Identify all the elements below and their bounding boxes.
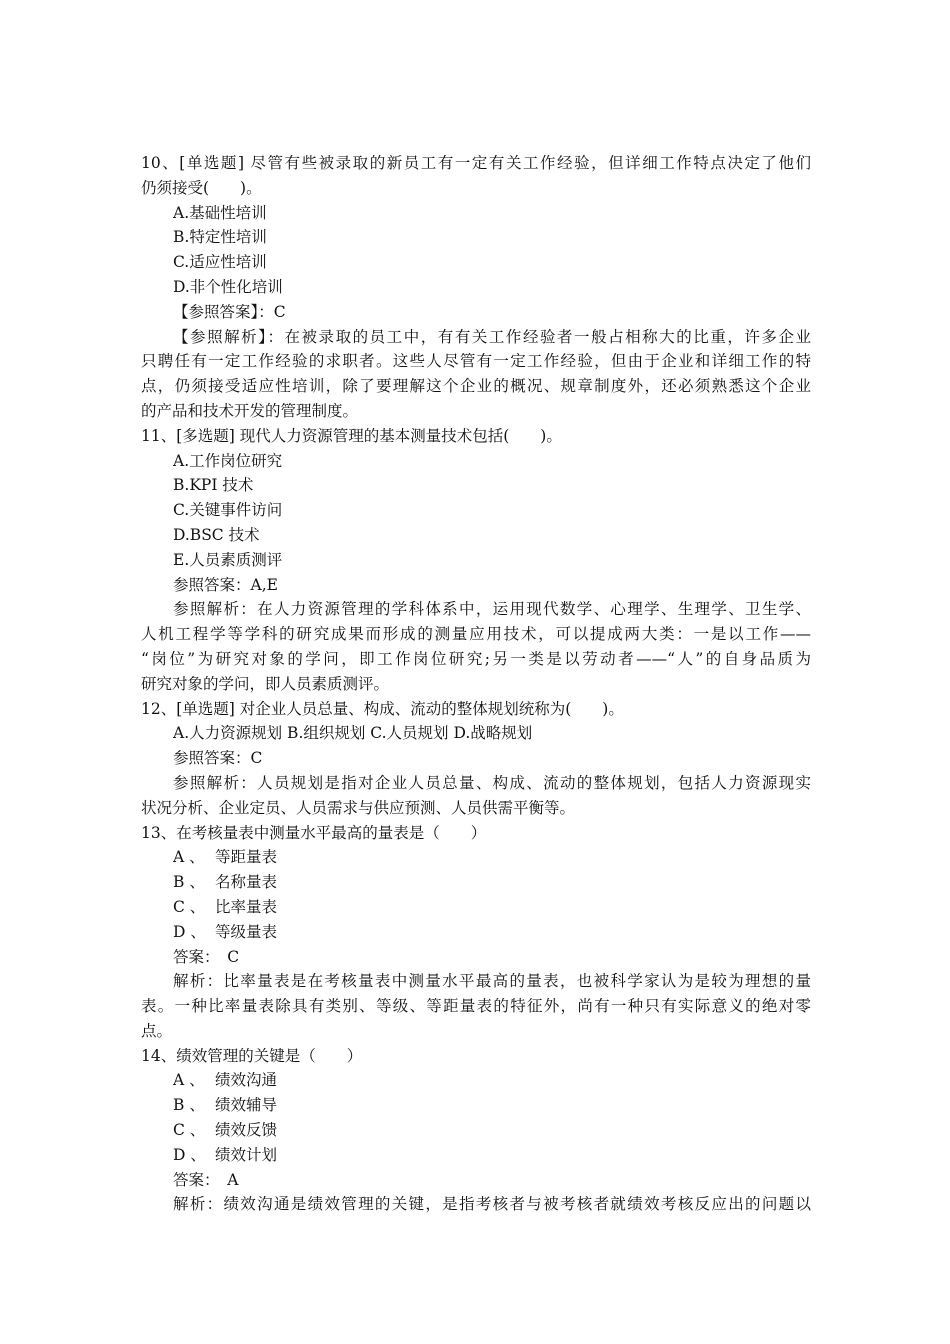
question-10-answer: 【参照答案】：C [173,302,286,321]
question-14-option-c [141,1118,811,1143]
question-10-option-a: A.基础性培训 [173,203,267,222]
question-11-analysis-line-2: 人机工程学等学科的研究成果而形成的测量应用技术，可以提成两大类：一是以工作—— [141,625,811,644]
question-13-analysis-line-1: 解析：比率量表是在考核量表中测量水平最高的量表，也被科学家认为是较为理想的量 [173,972,811,991]
question-14-option-a [141,1068,811,1093]
option-text: 比率量表 [215,897,278,916]
question-10-option-b: B.特定性培训 [173,228,267,247]
question-13-answer: 答案： C [173,947,240,966]
question-13-analysis-line-3: 点。 [141,1021,173,1040]
question-10-analysis-line-4: 的产品和技术开发的管理制度。 [141,401,359,420]
question-12-options: A.人力资源规划 B.组织规划 C.人员规划 D.战略规划 [173,724,533,743]
option-letter: B 、 [173,1096,205,1115]
question-11-option-e: E.人员素质测评 [173,550,283,569]
question-11-stem-line-1: 11、[多选题] 现代人力资源管理的基本测量技术包括( )。 [141,426,562,445]
question-10-stem-line-1: 10、[单选题] 尽管有些被录取的新员工有一定有关工作经验，但详细工作特点决定了他们 [141,154,811,172]
option-text: 等距量表 [215,848,278,867]
question-12-analysis-line-2: 状况分析、企业定员、人员需求与供应预测、人员供需平衡等。 [141,798,576,817]
question-13-stem-line-1: 13、在考核量表中测量水平最高的量表是（ ） [141,823,487,842]
question-10-analysis-line-3: 点，仍须接受适应性培训，除了要理解这个企业的概况、规章制度外，还必须熟悉这个企业 [141,377,811,396]
question-14-option-b [141,1093,811,1118]
question-14-answer: 答案： A [173,1170,239,1189]
question-list [141,151,811,1217]
option-text: 名称量表 [215,873,278,892]
question-11-option-c: C.关键事件访问 [173,501,283,520]
question-13-option-b [141,870,811,895]
question-11-option-a: A.工作岗位研究 [173,451,283,470]
question-13-option-d [141,920,811,945]
question-13-option-a [141,845,811,870]
option-text: 绩效计划 [215,1145,278,1164]
option-text: 等级量表 [215,922,278,941]
question-13-analysis-line-2: 表。一种比率量表除具有类别、等级、等距量表的特征外，尚有一种只有实际意义的绝对零 [141,997,811,1016]
option-text: 绩效沟通 [215,1071,278,1090]
option-letter: C 、 [173,897,206,916]
option-text: 绩效反馈 [215,1121,278,1140]
option-letter: B 、 [173,873,205,892]
question-10-option-c: C.适应性培训 [173,253,267,272]
question-10-analysis-line-1: 【参照解析】：在被录取的员工中，有有关工作经验者一般占相称大的比重，许多企业 [173,327,811,346]
question-11-analysis-line-1: 参照解析：在人力资源管理的学科体系中，运用现代数学、心理学、生理学、卫生学、 [173,600,811,619]
question-11-answer: 参照答案：A,E [173,575,278,594]
question-10-analysis-line-2: 只聘任有一定工作经验的求职者。这些人尽管有一定工作经验，但由于企业和详细工作的特 [141,352,811,371]
question-12-answer: 参照答案：C [173,749,263,768]
question-10-stem-line-2: 仍须接受( )。 [141,178,262,197]
question-12-stem-line-1: 12、[单选题] 对企业人员总量、构成、流动的整体规划统称为( )。 [141,699,624,718]
option-letter: C 、 [173,1121,206,1140]
question-11-option-d: D.BSC 技术 [173,525,260,544]
option-letter: A 、 [173,1071,205,1090]
question-13-option-c [141,895,811,920]
question-12-analysis-line-1: 参照解析：人员规划是指对企业人员总量、构成、流动的整体规划，包括人力资源现实 [173,773,811,792]
question-10-option-d: D.非个性化培训 [173,277,283,296]
option-letter: D 、 [173,922,206,941]
option-text: 绩效辅导 [215,1096,278,1115]
option-letter: D 、 [173,1145,206,1164]
option-letter: A 、 [173,848,205,867]
question-11-analysis-line-4: 研究对象的学问，即人员素质测评。 [141,674,390,693]
question-14-stem-line-1: 14、绩效管理的关键是（ ） [141,1046,363,1065]
question-11-analysis-line-3: “岗位”为研究对象的学问，即工作岗位研究;另一类是以劳动者——“人”的自身品质为 [141,649,811,668]
question-11-option-b: B.KPI 技术 [173,476,254,495]
question-14-analysis-line-1: 解析：绩效沟通是绩效管理的关键，是指考核者与被考核者就绩效考核反应出的问题以 [173,1195,811,1214]
question-14-option-d [141,1143,811,1168]
